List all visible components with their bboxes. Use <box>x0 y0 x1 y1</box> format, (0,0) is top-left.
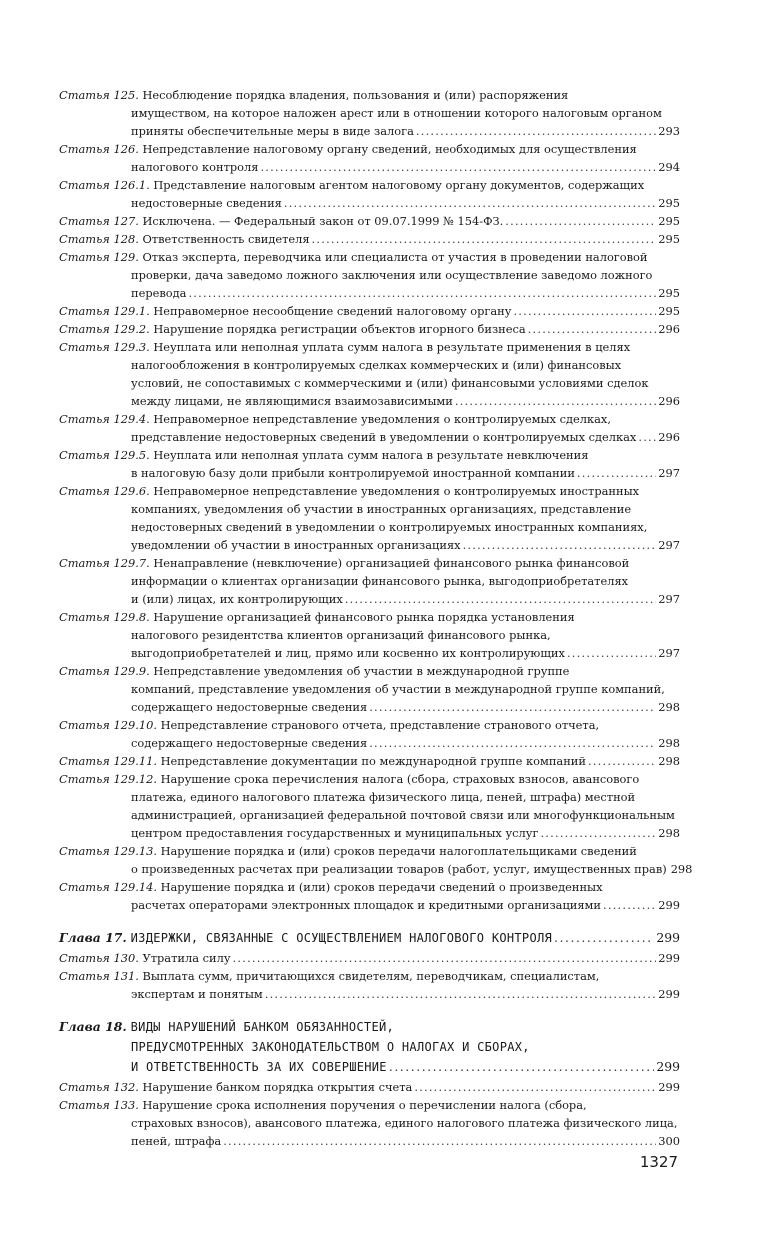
toc-entry-title-line: Неправомерное непредставление уведомления о контролируемых сделках, <box>153 412 611 426</box>
toc-article-entry <box>59 967 680 1003</box>
dot-leader <box>540 824 656 842</box>
toc-entry-title-line: Нарушение порядка регистрации объектов игорного бизнеса <box>153 322 526 336</box>
toc-page-ref: 296 <box>658 394 680 408</box>
toc-entry-title-line: в налоговую базу доли прибыли контролируемой иностранной компании <box>131 466 575 480</box>
dot-leader <box>455 392 656 410</box>
dot-leader <box>223 1132 656 1150</box>
toc-entry-title-line: пеней, штрафа <box>131 1134 222 1148</box>
toc-entry-number: Статья 129.6. <box>59 484 150 498</box>
toc-page-ref: 298 <box>658 754 680 768</box>
toc-entry-title-line: и (или) лицах, их контролирующих <box>131 592 343 606</box>
toc-entry-title-line: компаниях, уведомления об участии в иностранных организациях, представление <box>131 502 632 516</box>
toc-entry-title-line: Непредставление странового отчета, представление странового отчета, <box>160 718 600 732</box>
toc-entry-title-line: Непредставление документации по международной группе компаний <box>160 754 586 768</box>
dot-leader <box>416 122 656 140</box>
dot-leader <box>284 194 656 212</box>
dot-leader <box>312 230 657 248</box>
dot-leader <box>265 985 657 1003</box>
toc-entry-title-line: налогового резидентства клиентов организаций финансового рынка, <box>131 628 551 642</box>
toc-entry-title-line: И ОТВЕТСТВЕННОСТЬ ЗА ИХ СОВЕРШЕНИЕ <box>131 1060 387 1074</box>
toc-entry-title-line: Неуплата или неполная уплата сумм налога в результате применения в целях <box>153 340 631 354</box>
toc-entry-number: Статья 130. <box>59 951 139 965</box>
dot-leader <box>505 212 656 230</box>
toc-page-ref: 297 <box>658 466 680 480</box>
dot-leader <box>188 284 656 302</box>
toc-article-entry <box>59 176 680 212</box>
toc-entry-title-line: недостоверные сведения <box>131 196 282 210</box>
toc-article-entry <box>59 302 680 320</box>
toc-page-ref: 298 <box>658 736 680 750</box>
toc-page-ref: 297 <box>658 592 680 606</box>
toc-entry-number: Статья 129.11. <box>59 754 157 768</box>
toc-entry-number: Статья 129.2. <box>59 322 150 336</box>
toc-entry-title-line: недостоверных сведений в уведомлении о контролируемых иностранных компаниях, <box>131 520 648 534</box>
dot-leader <box>463 536 657 554</box>
page-number: 1327 <box>639 1153 678 1171</box>
toc-article-entry <box>59 1078 680 1096</box>
toc-entry-title-line: администрацией, организацией федеральной почтовой связи или многофункциональным <box>131 808 675 822</box>
toc-entry-title-line: Исключена. — Федеральный закон от 09.07.1999 № 154-ФЗ. <box>142 214 504 228</box>
toc-article-entry <box>59 230 680 248</box>
toc-page-ref: 295 <box>658 304 680 318</box>
toc-entry-title-line: Непредставление уведомления об участии в международной группе <box>153 664 570 678</box>
toc-entry-number: Статья 127. <box>59 214 139 228</box>
dot-leader <box>513 302 656 320</box>
toc-page-ref: 293 <box>658 124 680 138</box>
toc-entry-title-line: ВИДЫ НАРУШЕНИЙ БАНКОМ ОБЯЗАННОСТЕЙ, <box>130 1020 395 1034</box>
toc-entry-number: Статья 126. <box>59 142 139 156</box>
toc-entry-title-line: Ненаправление (невключение) организацией финансового рынка финансовой <box>153 556 630 570</box>
toc-entry-title-line: Неуплата или неполная уплата сумм налога в результате невключения <box>153 448 589 462</box>
toc-entry-title-line: Несоблюдение порядка владения, пользования и (или) распоряжения <box>142 88 569 102</box>
dot-leader <box>577 464 656 482</box>
dot-leader <box>345 590 656 608</box>
toc-entry-number: Статья 132. <box>59 1080 139 1094</box>
dot-leader <box>638 428 656 446</box>
toc-page-ref: 295 <box>658 196 680 210</box>
toc-page-ref: 298 <box>658 826 680 840</box>
toc-entry-title-line: Выплата сумм, причитающихся свидетелям, переводчикам, специалистам, <box>142 969 600 983</box>
toc-entry-title-line: Представление налоговым агентом налоговому органу документов, содержащих <box>153 178 645 192</box>
toc-entry-title-line: Неправомерное несообщение сведений налоговому органу <box>153 304 512 318</box>
toc-article-entry <box>59 86 680 140</box>
toc-page-ref: 299 <box>658 1080 680 1094</box>
toc-entry-title-line: приняты обеспечительные меры в виде залога <box>131 124 414 138</box>
toc-entry-title-line: налогового контроля <box>131 160 259 174</box>
toc-article-entry <box>59 770 680 842</box>
toc-page-ref: 297 <box>658 646 680 660</box>
toc-article-entry <box>59 1096 680 1150</box>
toc-entry-title-line: между лицами, не являющимися взаимозависимыми <box>131 394 453 408</box>
toc-entry-number: Статья 129.1. <box>59 304 150 318</box>
dot-leader <box>260 158 656 176</box>
toc-entry-title-line: налогообложения в контролируемых сделках коммерческих и (или) финансовых <box>131 358 622 372</box>
dot-leader <box>233 949 657 967</box>
toc-entry-title-line: Нарушение банком порядка открытия счета <box>142 1080 413 1094</box>
toc-entry-title-line: содержащего недостоверные сведения <box>131 736 368 750</box>
toc-entry-number: Статья 129.3. <box>59 340 150 354</box>
toc-entry-number: Глава 17. <box>59 930 127 945</box>
dot-leader <box>554 928 654 947</box>
dot-leader <box>528 320 657 338</box>
toc-article-entry <box>59 212 680 230</box>
toc-entry-title-line: проверки, дача заведомо ложного заключения или осуществление заведомо ложного <box>131 268 653 282</box>
table-of-contents <box>59 86 693 1150</box>
toc-entry-title-line: Нарушение срока перечисления налога (сбора, страховых взносов, авансового <box>160 772 640 786</box>
toc-entry-number: Статья 129.8. <box>59 610 150 624</box>
toc-entry-number: Статья 129. <box>59 250 139 264</box>
toc-entry-title-line: страховых взносов), авансового платежа, единого налогового платежа физического лица, <box>131 1116 678 1130</box>
toc-page-ref: 298 <box>670 862 693 876</box>
toc-article-entry <box>59 248 680 302</box>
toc-entry-title-line: Неправомерное непредставление уведомления о контролируемых иностранных <box>153 484 640 498</box>
toc-entry-title-line: Нарушение порядка и (или) сроков передачи сведений о произведенных <box>160 880 603 894</box>
toc-page-ref: 296 <box>658 322 680 336</box>
toc-entry-title-line: ПРЕДУСМОТРЕННЫХ ЗАКОНОДАТЕЛЬСТВОМ О НАЛОГАХ И СБОРАХ, <box>131 1040 530 1054</box>
toc-article-entry <box>59 482 680 554</box>
dot-leader <box>603 896 656 914</box>
toc-entry-title-line: Непредставление налоговому органу сведений, необходимых для осуществления <box>142 142 637 156</box>
toc-page-ref: 294 <box>658 160 680 174</box>
toc-article-entry <box>59 608 680 662</box>
toc-entry-title-line: имуществом, на которое наложен арест или в отношении которого налоговым органом <box>131 106 662 120</box>
toc-page-ref: 298 <box>658 700 680 714</box>
toc-entry-title-line: о произведенных расчетах при реализации товаров (работ, услуг, имущественных прав) <box>131 862 667 876</box>
toc-chapter-entry <box>59 928 680 948</box>
toc-entry-title-line: уведомлении об участии в иностранных организациях <box>131 538 461 552</box>
toc-page-ref: 295 <box>658 214 680 228</box>
toc-entry-title-line: Отказ эксперта, переводчика или специалиста от участия в проведении налоговой <box>142 250 648 264</box>
toc-entry-number: Статья 133. <box>59 1098 139 1112</box>
toc-entry-number: Статья 125. <box>59 88 139 102</box>
toc-entry-title-line: условий, не сопоставимых с коммерческими и (или) финансовыми условиями сделок <box>131 376 649 390</box>
toc-entry-title-line: экспертам и понятым <box>131 987 263 1001</box>
toc-article-entry <box>59 752 680 770</box>
toc-entry-title-line: представление недостоверных сведений в уведомлении о контролируемых сделках <box>131 430 637 444</box>
toc-entry-title-line: расчетах операторами электронных площадок и кредитными организациями <box>131 898 602 912</box>
toc-article-entry <box>59 320 680 338</box>
toc-entry-title-line: Ответственность свидетеля <box>142 232 310 246</box>
toc-entry-title-line: платежа, единого налогового платежа физического лица, пеней, штрафа) местной <box>131 790 636 804</box>
toc-entry-title-line: Утратила силу <box>142 951 231 965</box>
toc-entry-title-line: компаний, представление уведомления об участии в международной группе компаний, <box>131 682 665 696</box>
dot-leader <box>567 644 656 662</box>
toc-entry-title-line: центром предоставления государственных и муниципальных услуг <box>131 826 539 840</box>
toc-article-entry <box>59 410 680 446</box>
toc-entry-title-line: ИЗДЕРЖКИ, СВЯЗАННЫЕ С ОСУЩЕСТВЛЕНИЕМ НАЛОГОВОГО КОНТРОЛЯ <box>130 931 553 945</box>
toc-entry-title-line: выгодоприобретателей и лиц, прямо или косвенно их контролирующих <box>131 646 565 660</box>
toc-page-ref: 296 <box>658 430 680 444</box>
toc-entry-number: Глава 18. <box>59 1019 127 1034</box>
toc-article-entry <box>59 842 693 878</box>
toc-entry-number: Статья 129.14. <box>59 880 157 894</box>
toc-page-ref: 299 <box>656 1059 680 1074</box>
toc-article-entry <box>59 140 680 176</box>
toc-entry-title-line: перевода <box>131 286 187 300</box>
toc-article-entry <box>59 662 680 716</box>
dot-leader <box>588 752 656 770</box>
toc-page-ref: 299 <box>658 898 680 912</box>
toc-chapter-entry <box>59 1017 680 1077</box>
toc-entry-number: Статья 129.10. <box>59 718 157 732</box>
dot-leader <box>369 698 656 716</box>
toc-entry-title-line: информации о клиентах организации финансового рынка, выгодоприобретателях <box>131 574 629 588</box>
toc-page-ref: 295 <box>658 232 680 246</box>
toc-entry-title-line: Нарушение срока исполнения поручения о перечислении налога (сбора, <box>142 1098 587 1112</box>
toc-article-entry <box>59 554 680 608</box>
dot-leader <box>389 1057 655 1076</box>
toc-entry-number: Статья 129.12. <box>59 772 157 786</box>
toc-page-ref: 299 <box>656 930 680 945</box>
toc-entry-number: Статья 129.4. <box>59 412 150 426</box>
toc-article-entry <box>59 716 680 752</box>
toc-entry-number: Статья 128. <box>59 232 139 246</box>
toc-entry-number: Статья 129.5. <box>59 448 150 462</box>
toc-entry-number: Статья 129.7. <box>59 556 150 570</box>
dot-leader <box>414 1078 656 1096</box>
toc-page-ref: 299 <box>658 951 680 965</box>
toc-article-entry <box>59 878 680 914</box>
toc-page-ref: 295 <box>658 286 680 300</box>
toc-page-ref: 300 <box>658 1134 680 1148</box>
toc-entry-title-line: Нарушение организацией финансового рынка порядка установления <box>153 610 575 624</box>
toc-entry-number: Статья 129.13. <box>59 844 157 858</box>
toc-entry-number: Статья 129.9. <box>59 664 150 678</box>
toc-entry-number: Статья 126.1. <box>59 178 150 192</box>
toc-article-entry <box>59 949 680 967</box>
dot-leader <box>369 734 656 752</box>
toc-page-ref: 299 <box>658 987 680 1001</box>
toc-page-ref: 297 <box>658 538 680 552</box>
toc-entry-title-line: Нарушение порядка и (или) сроков передачи налогоплательщиками сведений <box>160 844 637 858</box>
toc-article-entry <box>59 338 680 410</box>
toc-entry-number: Статья 131. <box>59 969 139 983</box>
toc-entry-title-line: содержащего недостоверные сведения <box>131 700 368 714</box>
toc-article-entry <box>59 446 680 482</box>
